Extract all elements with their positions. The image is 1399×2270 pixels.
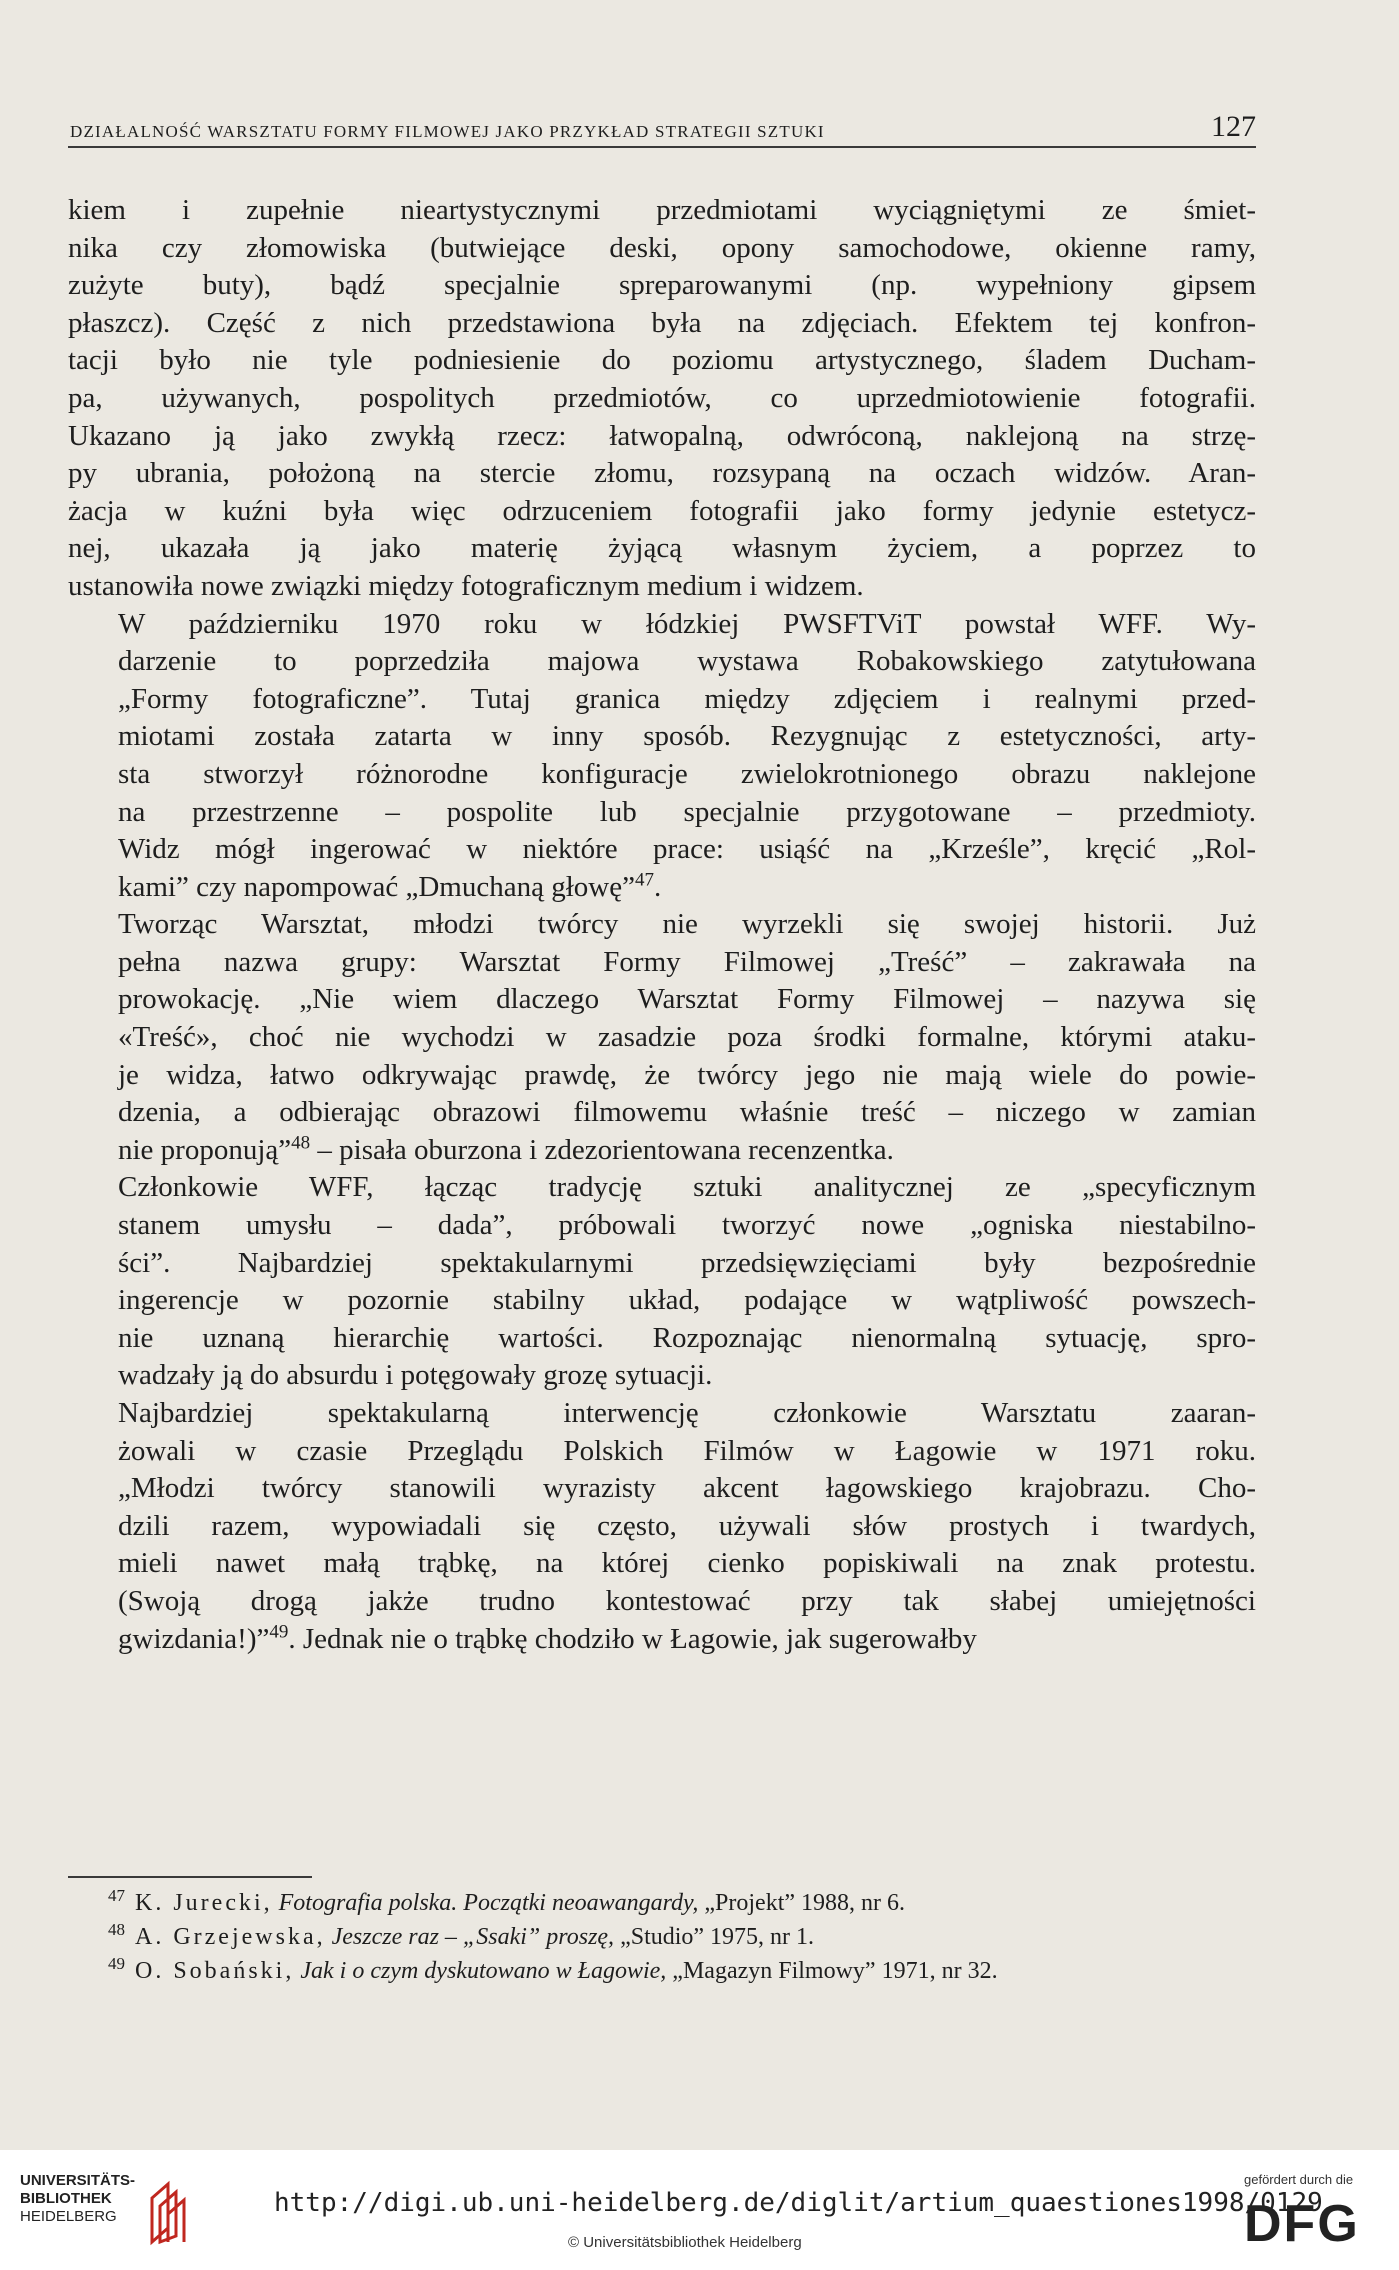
footnotes <box>108 1886 1256 1988</box>
footnote-reference[interactable]: 49 <box>269 1620 289 1642</box>
text-line: nie uznaną hierarchię wartości. Rozpoznając nienormalną sytuację, spro- <box>118 1321 1256 1354</box>
text-line: kami” czy napompować „Dmuchaną głowę”$^{47}$. <box>118 869 662 903</box>
text-line: „Młodzi twórcy stanowili wyrazisty akcent łagowskiego krajobrazu. Cho- <box>118 1472 1256 1505</box>
dfg-logo[interactable]: DFG <box>1244 2195 1360 2253</box>
digitization-footer <box>0 2150 1399 2270</box>
running-head <box>68 108 1256 148</box>
footnote-separator <box>68 1876 312 1878</box>
footnote-reference[interactable]: 47 <box>634 869 654 891</box>
footnote-source: „Studio” 1975, nr 1. <box>620 1924 815 1950</box>
footnote <box>108 1954 1256 1988</box>
footnote-source: „Projekt” 1988, nr 6. <box>704 1890 906 1916</box>
text-line: nej, ukazała ją jako materię żyjącą własnym życiem, a poprzez to <box>68 532 1256 565</box>
footnote-number: 47 <box>108 1886 125 1905</box>
footnote <box>108 1886 1256 1920</box>
text-line: sta stworzył różnorodne konfiguracje zwielokrotnionego obrazu naklejone <box>118 757 1256 790</box>
text-line: py ubrania, położoną na stercie złomu, rozsypaną na oczach widzów. Aran- <box>68 457 1256 490</box>
text-line-tail: . <box>653 870 662 903</box>
text-line: na przestrzenne – pospolite lub specjalnie przygotowane – przedmioty. <box>118 795 1256 828</box>
text-line: je widza, łatwo odkrywając prawdę, że twórcy jego nie mają wiele do powie- <box>118 1058 1256 1091</box>
text-line: płaszcz). Część z nich przedstawiona była na zdjęciach. Efektem tej konfron- <box>68 306 1256 339</box>
body-text <box>68 192 1256 1658</box>
library-logo[interactable] <box>20 2172 195 2252</box>
footnote-title: Fotografia polska. Początki neoawangardy, <box>278 1890 699 1916</box>
paragraph <box>68 606 1256 907</box>
text-line: dzili razem, wypowiadali się często, używali słów prostych i twardych, <box>118 1509 1256 1542</box>
text-line: Członkowie WFF, łącząc tradycję sztuki analitycznej ze „specyficznym <box>118 1171 1256 1204</box>
library-mark-icon <box>146 2178 194 2246</box>
text-line: ustanowiła nowe związki między fotograficznym medium i widzem. <box>68 569 864 602</box>
text-line: prowokację. „Nie wiem dlaczego Warsztat Formy Filmowej – nazywa się <box>118 983 1256 1016</box>
copyright-notice: © Universitätsbibliothek Heidelberg <box>568 2234 802 2251</box>
text-line: pa, używanych, pospolitych przedmiotów, co uprzedmiotowienie fotografii. <box>68 381 1256 414</box>
page-number: 127 <box>1211 110 1256 143</box>
footnote-title: Jeszcze raz – „Ssaki” proszę, <box>331 1924 615 1950</box>
footnote-number: 49 <box>108 1954 125 1973</box>
text-line: ści”. Najbardziej spektakularnymi przedsięwzięciami były bezpośrednie <box>118 1246 1256 1279</box>
text-line: (Swoją drogą jakże trudno kontestować przy tak słabej umiejętności <box>118 1584 1256 1617</box>
text-line: żowali w czasie Przeglądu Polskich Filmów w Łagowie w 1971 roku. <box>118 1434 1256 1467</box>
text-line-tail: – pisała oburzona i zdezorientowana recenzentka. <box>310 1133 894 1166</box>
funding-note: gefördert durch die <box>1244 2172 1354 2187</box>
footnote-title: Jak i o czym dyskutowano w Łagowie, <box>300 1958 667 1984</box>
text-line: tacji było nie tyle podniesienie do poziomu artystycznego, śladem Ducham- <box>68 344 1256 377</box>
text-line: miotami została zatarta w inny sposób. Rezygnując z estetyczności, arty- <box>118 720 1256 753</box>
text-line: W październiku 1970 roku w łódzkiej PWSFTViT powstał WFF. Wy- <box>118 607 1256 640</box>
text-line: Najbardziej spektakularną interwencję członkowie Warsztatu zaaran- <box>118 1397 1256 1429</box>
text-line: Ukazano ją jako zwykłą rzecz: łatwopalną, odwróconą, naklejoną na strzę- <box>68 419 1256 452</box>
footnote <box>108 1920 1256 1954</box>
text-line: ingerencje w pozornie stabilny układ, podające w wątpliwość powszech- <box>118 1284 1256 1317</box>
text-line: Tworząc Warsztat, młodzi twórcy nie wyrzekli się swojej historii. Już <box>118 908 1256 941</box>
text-line: stanem umysłu – dada”, próbowali tworzyć nowe „ogniska niestabilno- <box>118 1209 1256 1242</box>
text-line: gwizdania!)”$^{49}$. Jednak nie o trąbkę chodziło w Łagowie, jak sugerowałby <box>118 1620 977 1655</box>
paragraph <box>68 1395 1256 1658</box>
text-line: „Formy fotograficzne”. Tutaj granica między zdjęciem i realnymi przed- <box>118 682 1256 715</box>
text-line: żacja w kuźni była więc odrzuceniem fotografii jako formy jedynie estetycz- <box>68 494 1256 527</box>
footnote-author: O. Sobański, <box>135 1958 295 1984</box>
paragraph <box>68 1169 1256 1395</box>
footnote-reference[interactable]: 48 <box>291 1132 311 1154</box>
text-line: dzenia, a odbierając obrazowi filmowemu właśnie treść – niczego w zamian <box>118 1096 1256 1129</box>
text-line: wadzały ją do absurdu i potęgowały grozę sytuacji. <box>118 1359 713 1392</box>
text-line: darzenie to poprzedziła majowa wystawa Robakowskiego zatytułowana <box>118 645 1256 678</box>
source-url[interactable]: http://digi.ub.uni-heidelberg.de/diglit/artium_quaestiones1998/0129 <box>274 2188 1323 2218</box>
paragraph <box>68 906 1256 1169</box>
text-line: pełna nazwa grupy: Warsztat Formy Filmowej „Treść” – zakrawała na <box>118 945 1256 978</box>
text-line: mieli nawet małą trąbkę, na której cienko popiskiwali na znak protestu. <box>118 1547 1256 1580</box>
library-name: UNIVERSITÄTS- BIBLIOTHEK HEIDELBERG <box>20 2172 136 2225</box>
footnote-number: 48 <box>108 1920 125 1939</box>
running-title: DZIAŁALNOŚĆ WARSZTATU FORMY FILMOWEJ JAKO PRZYKŁAD STRATEGII SZTUKI <box>70 122 825 141</box>
footnote-author: K. Jurecki, <box>135 1890 273 1916</box>
footnote-author: A. Grzejewska, <box>135 1924 326 1950</box>
text-line: zużyte buty), bądź specjalnie spreparowanymi (np. wypełniony gipsem <box>68 269 1256 302</box>
text-line: kiem i zupełnie nieartystycznymi przedmiotami wyciągniętymi ze śmiet- <box>68 194 1256 226</box>
text-line: nika czy złomowiska (butwiejące deski, opony samochodowe, okienne ramy, <box>68 231 1256 264</box>
text-line: Widz mógł ingerować w niektóre prace: usiąść na „Krześle”, kręcić „Rol- <box>118 833 1256 866</box>
text-line: nie proponują”$^{48}$ – pisała oburzona i zdezorientowana recenzentka. <box>118 1132 894 1166</box>
text-line-tail: . Jednak nie o trąbkę chodziło w Łagowie, jak sugerowałby <box>288 1622 977 1655</box>
text-line: «Treść», choć nie wychodzi w zasadzie poza środki formalne, którymi ataku- <box>118 1021 1256 1054</box>
paragraph <box>68 192 1256 606</box>
footnote-source: „Magazyn Filmowy” 1971, nr 32. <box>672 1958 998 1984</box>
